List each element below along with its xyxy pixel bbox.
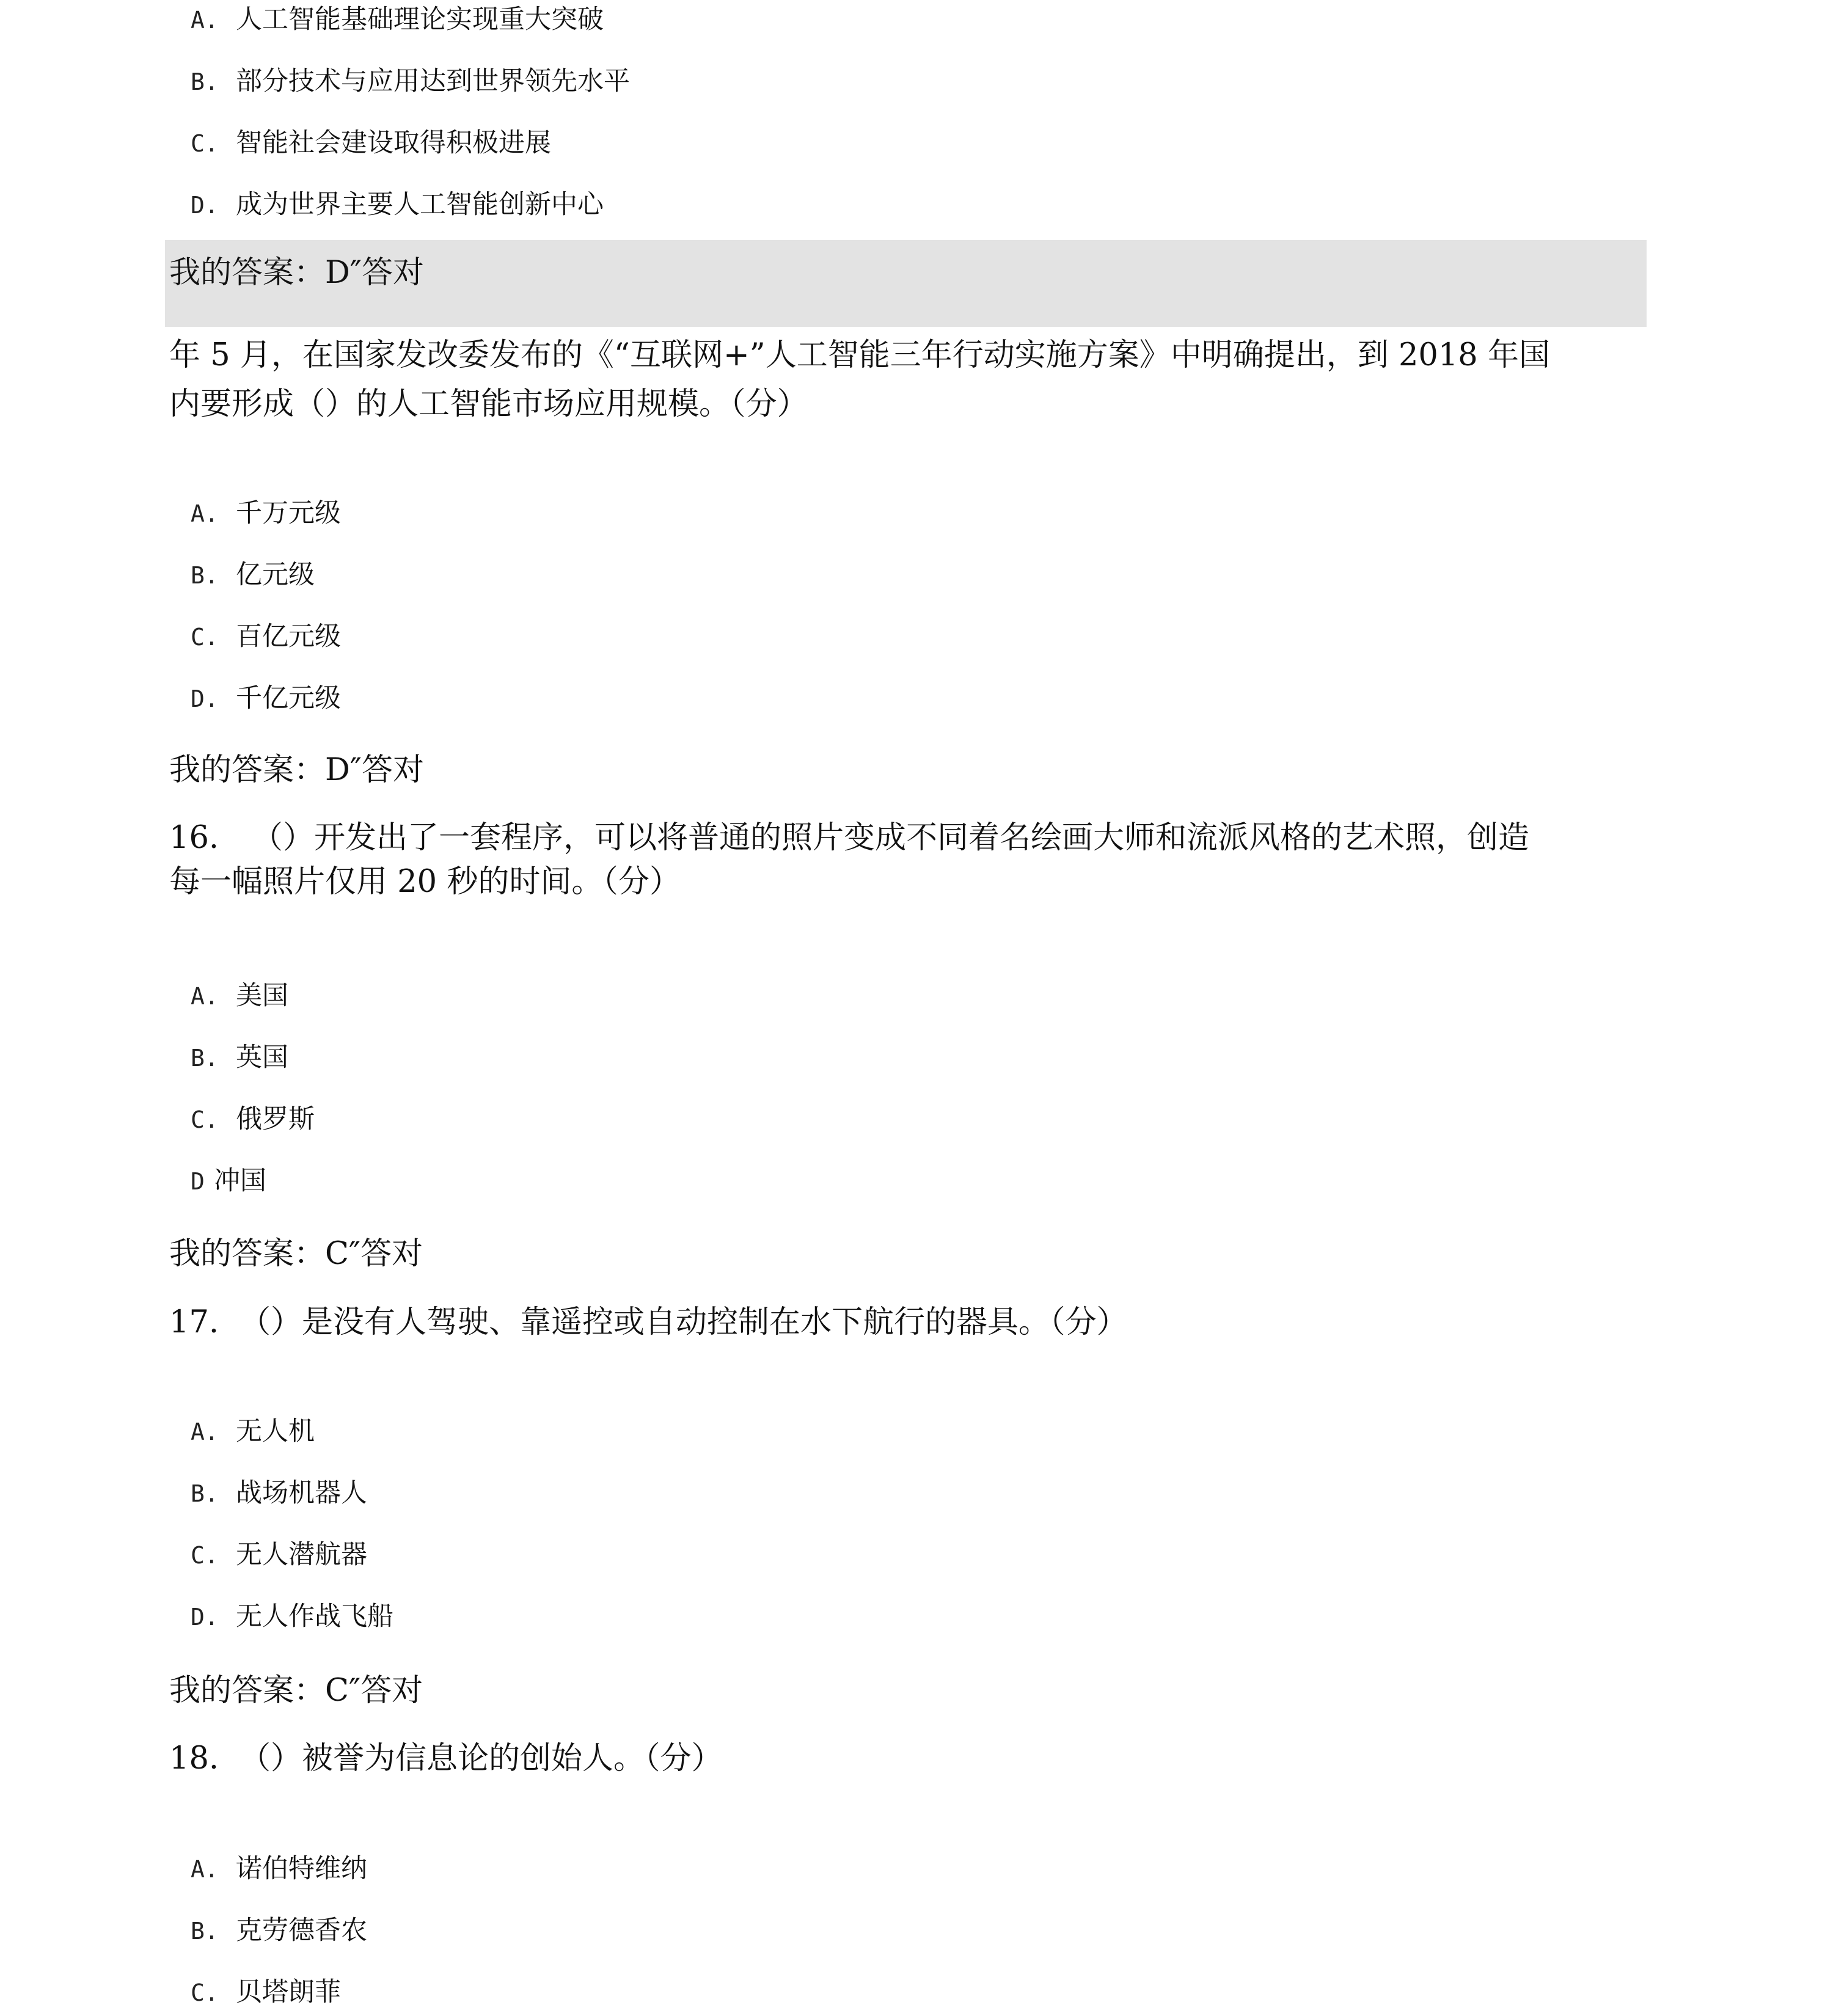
option-letter: C.	[191, 624, 219, 651]
option-c	[191, 1974, 341, 2011]
option-letter: A.	[191, 7, 219, 34]
option-text: 成为世界主要人工智能创新中心	[236, 189, 604, 220]
option-letter: A.	[191, 500, 219, 527]
option-text: 英国	[236, 1042, 288, 1073]
option-text: 诺伯特维纳	[236, 1853, 367, 1884]
my-answer: 我的答案：D″答对	[169, 255, 424, 291]
option-text: 冲国	[214, 1166, 266, 1196]
option-c	[191, 125, 551, 162]
option-text: 亿元级	[236, 560, 315, 590]
option-a	[191, 1, 604, 38]
option-letter: B.	[191, 1918, 219, 1945]
question-line-text: （）开发出了一套程序，可以将普通的照片变成不同着名绘画大师和流派风格的艺术照，创造	[252, 820, 1530, 856]
question-text	[169, 331, 1660, 429]
my-answer: 我的答案：C″答对	[169, 1236, 423, 1272]
option-d	[191, 1598, 393, 1635]
option-b	[191, 557, 315, 594]
question-line-text: （）被誉为信息论的创始人。（分）	[240, 1740, 723, 1777]
option-a	[191, 495, 341, 532]
option-d	[191, 186, 604, 224]
option-letter: A.	[191, 1856, 219, 1883]
option-text: 战场机器人	[236, 1478, 367, 1508]
question-line: 年 5 月，在国家发改委发布的《“互联网+”人工智能三年行动实施方案》中明确提出，到 2018 年国	[169, 337, 1550, 373]
question-text	[169, 816, 1660, 904]
option-c	[191, 1101, 315, 1138]
option-a	[191, 1413, 315, 1450]
question-number: 16.	[169, 820, 219, 856]
question-number: 18.	[169, 1740, 219, 1777]
option-text: 俄罗斯	[236, 1104, 315, 1134]
option-a	[191, 977, 288, 1015]
option-letter: A.	[191, 983, 219, 1010]
question-line	[169, 816, 1660, 860]
my-answer: 我的答案：C″答对	[169, 1673, 423, 1709]
option-c	[191, 618, 341, 656]
option-letter: B.	[191, 1480, 219, 1507]
option-text: 贝塔朗菲	[236, 1977, 341, 2007]
option-letter: D.	[191, 685, 219, 712]
option-b	[191, 63, 630, 100]
question-text	[169, 1298, 1660, 1347]
option-d	[191, 680, 341, 717]
option-text: 智能社会建设取得积极进展	[236, 128, 551, 158]
option-text: 无人作战飞船	[236, 1601, 393, 1632]
option-letter: C.	[191, 130, 219, 157]
option-a	[191, 1850, 367, 1888]
option-text: 美国	[236, 981, 288, 1011]
option-letter: C.	[191, 1979, 219, 2006]
option-letter: B.	[191, 562, 219, 589]
option-b	[191, 1475, 367, 1512]
option-text: 百亿元级	[236, 621, 341, 652]
option-text: 千万元级	[236, 498, 341, 528]
option-text: 部分技术与应用达到世界领先水平	[236, 66, 630, 97]
option-d	[191, 1163, 266, 1200]
option-b	[191, 1039, 288, 1076]
option-text: 无人潜航器	[236, 1539, 367, 1570]
option-text: 克劳德香农	[236, 1915, 367, 1946]
my-answer: 我的答案：D″答对	[169, 752, 424, 788]
option-letter: D	[191, 1168, 205, 1195]
option-letter: C.	[191, 1106, 219, 1133]
option-text: 无人机	[236, 1416, 315, 1447]
question-line-text: （）是没有人驾驶、靠遥控或自动控制在水下航行的器具。（分）	[240, 1304, 1128, 1340]
question-number: 17.	[169, 1304, 219, 1340]
option-letter: C.	[191, 1542, 219, 1569]
option-letter: A.	[191, 1419, 219, 1445]
option-letter: D.	[191, 1604, 219, 1631]
option-b	[191, 1912, 367, 1949]
option-text: 千亿元级	[236, 683, 341, 714]
option-c	[191, 1536, 367, 1574]
option-text: 人工智能基础理论实现重大突破	[236, 4, 604, 35]
question-line: 内要形成（）的人工智能市场应用规模。（分）	[169, 386, 808, 422]
question-text	[169, 1734, 1660, 1783]
option-letter: B.	[191, 68, 219, 95]
option-letter: D.	[191, 192, 219, 219]
option-letter: B.	[191, 1045, 219, 1072]
question-line: 每一幅照片仅用 20 秒的时间。（分）	[169, 864, 681, 900]
